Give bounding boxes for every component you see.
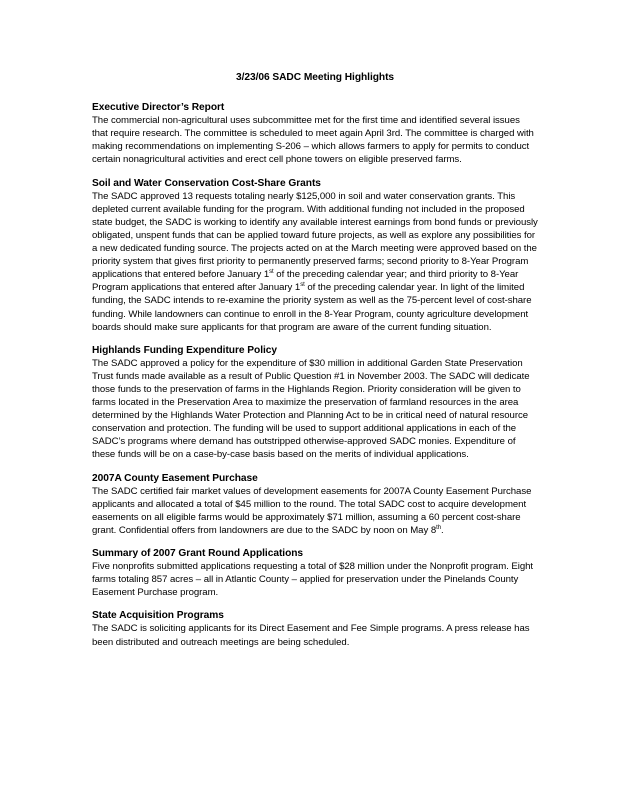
body-text-run: The SADC approved a policy for the expenditure of $30 million in additional Garden State Preservation Trust funds made available as a result of Public Question #1 in November 2003. The SADC will dedicate those funds to the preservation of farms in the Highlands Region. Priority consideration will be given to farms located in the Preservation Area to maximize the preservation of farmland resources in the area determined by the Highlands Water Protection and Planning Act to be in critical need of natural resource conservation and protection. The funding will be used to support additional applications in each of the SADC’s programs where demand has outstripped otherwise-approved SADC monies. Expenditure of these funds will be on a case-by-case basis based on the merits of individual applications. (92, 357, 530, 461)
body-text-run: The SADC certified fair market values of development easements for 2007A County Easement Purchase applicants and allocated a total of $45 million to the round. The total SADC cost to acquire development easements on all eligible farms would be approximately $71 million, assuming a 60 percent cost-share grant. Confidential offers from landowners are due to the SADC by noon on May 8 (92, 485, 532, 536)
body-text-run: . (441, 524, 444, 536)
section-heading: Soil and Water Conservation Cost-Share Grants (92, 177, 321, 189)
section-heading: Executive Director’s Report (92, 102, 225, 114)
ordinal-suffix: th (436, 524, 442, 531)
section (92, 177, 538, 334)
ordinal-suffix: st (300, 282, 305, 289)
section (92, 472, 538, 537)
section-body (92, 114, 538, 166)
section-heading: State Acquisition Programs (92, 610, 224, 622)
body-text-run: The SADC is soliciting applicants for its Direct Easement and Fee Simple programs. A press release has been distributed and outreach meetings are being scheduled. (92, 623, 530, 648)
body-text-run: of the preceding calendar year. In light of the limited funding, the SADC intends to re-examine the priority system as well as the 75-percent level of cost-share funding. While landowners can continue to enroll in the 8-Year Program, county agriculture development boards should make sure applicants for that program are aware of the current funding situation. (92, 282, 532, 333)
section-body (92, 622, 538, 648)
section-heading: 2007A County Easement Purchase (92, 472, 258, 484)
body-text-run: Five nonprofits submitted applications requesting a total of $28 million under the Nonprofit program. Eight farms totaling 857 acres – all in Atlantic County – applied for preservation under the Pinelands County Easement Purchase program. (92, 561, 534, 599)
section (92, 344, 538, 462)
section-body (92, 190, 538, 334)
section (92, 101, 538, 166)
section-heading: Highlands Funding Expenditure Policy (92, 344, 277, 356)
section-body (92, 357, 538, 462)
body-text-run: The SADC approved 13 requests totaling nearly $125,000 in soil and water conservation grants. This depleted current available funding for the program. With additional funding not included in the proposed state budget, the SADC is working to identify any available interest earnings from bond funds or previously obligated, unspent funds that can be applied toward future projects, as well as explore any possibilities for a new dedicated funding source. The projects acted on at the March meeting were approved based on the priority system that gives first priority to permanently preserved farms; second priority to 8-Year Program applications that entered before January 1 (92, 190, 538, 281)
document-page (92, 71, 538, 659)
body-text-run: of the preceding calendar year; and third priority to 8-Year Program applications that entered after January 1 (92, 269, 519, 294)
document-title: 3/23/06 SADC Meeting Highlights (235, 72, 395, 83)
section (92, 547, 538, 599)
sections-container (92, 101, 538, 649)
ordinal-suffix: st (269, 269, 274, 276)
section (92, 609, 538, 648)
body-text-run: The commercial non-agricultural uses subcommittee met for the first time and identified several issues that require research. The committee is scheduled to meet again April 3rd. The committee is charged with making recommendations on implementing S-206 – which allows farmers to apply for permits to conduct certain nonagricultural activities and erect cell phone towers on eligible preserved farms. (92, 115, 534, 166)
section-body (92, 560, 538, 599)
section-body (92, 485, 538, 537)
section-heading: Summary of 2007 Grant Round Applications (92, 548, 304, 559)
